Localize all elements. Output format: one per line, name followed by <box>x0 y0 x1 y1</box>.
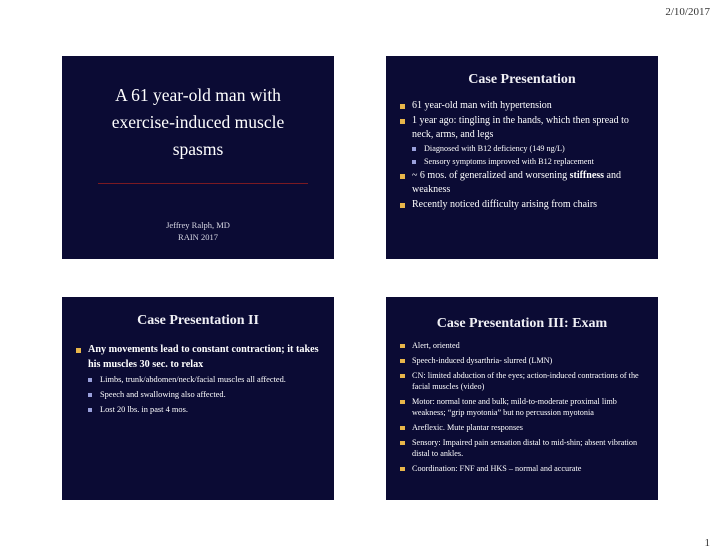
slide-heading: Case Presentation II <box>137 313 259 328</box>
bullet-list <box>386 88 658 212</box>
title-line: exercise-induced muscle <box>111 112 285 132</box>
bullet-text: Sensory: Impaired pain sensation distal to mid-shin; absent vibration distal to ankles. <box>412 438 638 458</box>
slide-title-card <box>62 56 334 259</box>
bullet-text: Alert, oriented <box>412 341 460 350</box>
bullet-list <box>62 329 334 417</box>
bullet-text: Speech and swallowing also affected. <box>100 390 226 399</box>
sub-bullet-item <box>400 156 650 169</box>
square-bullet-icon <box>400 359 405 364</box>
square-bullet-icon <box>76 348 81 353</box>
event-name: RAIN 2017 <box>178 232 218 242</box>
square-bullet-icon <box>400 467 405 472</box>
square-sub-bullet-icon <box>88 408 92 412</box>
square-sub-bullet-icon <box>88 378 92 382</box>
slide-heading: Case Presentation <box>468 72 576 87</box>
square-bullet-icon <box>400 344 405 349</box>
bullet-item <box>400 99 650 113</box>
square-bullet-icon <box>400 441 405 446</box>
square-sub-bullet-icon <box>412 160 416 164</box>
bullet-text: ~ 6 mos. of generalized and worsening <box>412 170 570 181</box>
square-bullet-icon <box>400 374 405 379</box>
square-bullet-icon <box>400 426 405 431</box>
page-number: 1 <box>704 537 710 549</box>
sub-bullet-item <box>76 374 326 387</box>
bullet-text: Motor: normal tone and bulk; mild-to-moderate proximal limb weakness; “grip myotonia” but no percussion myotonia <box>412 397 617 417</box>
slide-case-presentation <box>386 56 658 259</box>
slide-heading: Case Presentation III: Exam <box>436 316 608 331</box>
bullet-item <box>76 343 326 372</box>
bullet-item <box>400 370 652 392</box>
bullet-item <box>400 198 650 212</box>
bullet-text: Speech-induced dysarthria- slurred (LMN) <box>412 356 553 365</box>
bullet-text: 61 year-old man with hypertension <box>412 100 552 111</box>
bullet-item <box>400 463 652 474</box>
square-bullet-icon <box>400 400 405 405</box>
square-sub-bullet-icon <box>88 393 92 397</box>
square-sub-bullet-icon <box>412 147 416 151</box>
title-line: A 61 year-old man with <box>115 85 281 105</box>
bullet-text: Recently noticed difficulty arising from chairs <box>412 199 598 210</box>
bullet-emphasis: stiffness <box>569 170 605 181</box>
bullet-text: and weakness <box>412 170 621 195</box>
bullet-item <box>400 355 652 366</box>
bullet-text: Areflexic. Mute plantar responses <box>412 423 523 432</box>
print-date: 2/10/2017 <box>665 6 710 18</box>
sub-bullet-item <box>400 143 650 156</box>
author-name: Jeffrey Ralph, MD <box>166 220 230 230</box>
slide-case-presentation-exam <box>386 297 658 500</box>
bullet-item <box>400 114 650 142</box>
bullet-item <box>400 340 652 351</box>
presentation-title <box>62 82 334 163</box>
bullet-text: Any movements lead to constant contraction; it takes his muscles 30 sec. to relax <box>88 344 319 370</box>
title-divider <box>98 183 308 184</box>
bullet-list <box>386 332 658 474</box>
bullet-item <box>400 396 652 418</box>
title-line: spasms <box>172 139 224 159</box>
bullet-text: CN: limited abduction of the eyes; action-induced contractions of the facial muscles (video) <box>412 371 639 391</box>
bullet-text: Limbs, trunk/abdomen/neck/facial muscles all affected. <box>100 375 286 384</box>
bullet-text: Lost 20 lbs. in past 4 mos. <box>100 405 188 414</box>
author-block <box>62 219 334 243</box>
square-bullet-icon <box>400 174 405 179</box>
bullet-text: Diagnosed with B12 deficiency (149 ng/L) <box>424 144 565 153</box>
bullet-text: Coordination: FNF and HKS – normal and accurate <box>412 464 582 473</box>
slide-case-presentation-ii <box>62 297 334 500</box>
bullet-item <box>400 437 652 459</box>
bullet-text: 1 year ago: tingling in the hands, which then spread to neck, arms, and legs <box>412 115 629 140</box>
square-bullet-icon <box>400 104 405 109</box>
bullet-item <box>400 422 652 433</box>
square-bullet-icon <box>400 203 405 208</box>
bullet-text: Sensory symptoms improved with B12 replacement <box>424 157 594 166</box>
sub-bullet-item <box>76 389 326 402</box>
sub-bullet-item <box>76 404 326 417</box>
square-bullet-icon <box>400 119 405 124</box>
bullet-item <box>400 169 650 197</box>
